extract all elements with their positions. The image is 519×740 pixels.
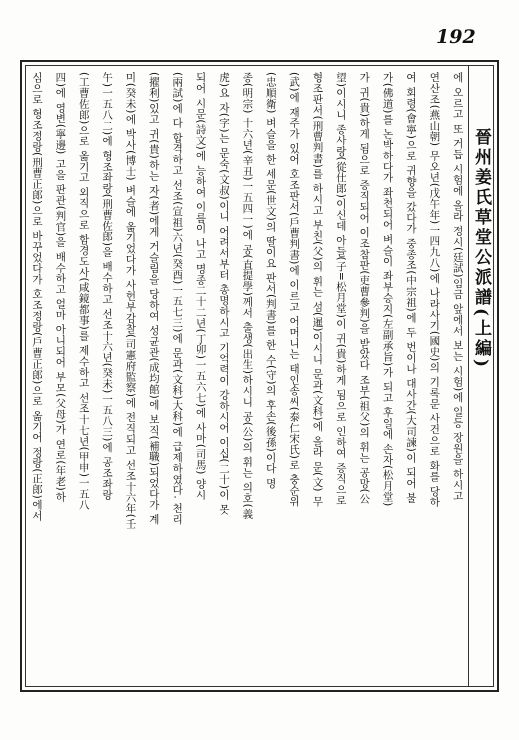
text-column: 되어 시문(詩文)에 능하여 이름이 나고 명종二十二년(丁卯)一五六七)에 사마(司馬) 양시 (194, 72, 207, 501)
text-column: 가(佛道)를 논박하다가 좌천되어 벼슬이 좌부승지(左副承旨)가 되고 후일에 손자(松月堂) (381, 72, 394, 507)
text-column: (擢利)있고 귀(貴)하는 자(者)에게 거슬림을 당하여 성균관(成均館)에 보직(補職)되었다가 계 (147, 72, 160, 525)
text-column: 심으로 형조정랑(刑曹正郎)으로 바꾸었다가 호조정랑(戶曹正郎)으로 옮기어 정랑(正郎)에서 (31, 72, 43, 521)
text-column: 여 회령(會寧)으로 귀향을 갔다가 중종조(中宗祖)에 두 번이나 대사간(大司諫)이 되어 불 (405, 72, 417, 504)
text-column: 형조판서(刑曹判書)를 하시고 부친(父)의 휘는 섬(暹)이시니 문과(文科)에 올라 문(文) 무 (311, 72, 324, 507)
text-column: 에 오르고 또 거듭 시험에 올라 정시(廷試)임금 앞에서 보는 시험)에 일등 장원을 하시고 (451, 72, 464, 501)
text-column: (兩試)에 다 합격하고 선조(宣祖)六년(癸酉)一五七三)에 문과(文科)大科)에 급제하였다. 천리 (171, 72, 184, 525)
running-title: 晉州姜氏草堂公派譜(上編) (471, 128, 491, 371)
text-column: 午)一五八二)에 형조좌랑(刑曹佐郎)을 배수하고 선조十六년(癸未)一五八三)에 공조좌랑 (101, 72, 114, 500)
body-text (30, 72, 464, 680)
text-column: 望)이시니 종사랑(從仕郎)이신데 아들(子=松月堂)이 귀(貴)하게 됨으로 인하여 증직으로 (334, 72, 347, 506)
text-column: 四)에 영변(寧邊) 고을 판관(判官)을 배수하고 얼마 아니되어 부모(父母)가 연로(年老)하 (54, 72, 67, 503)
text-column: (工曹佐郎)으로 옮기고 외직으로 함경도사(咸鏡都事)를 제수하고 선조十七년(甲申)一五八 (77, 72, 90, 511)
text-column: 가 귀(貴)하게 됨으로 증직되어 이조참판(吏曹參判)을 받았다 조부(祖父)의 휘는 공망(公 (358, 72, 371, 504)
text-column: 虎)요 자(字)는 문숙(文叔)이니 어려서부터 총명하시고 기억력이 강하시어 이십(二十)이 못 (218, 72, 230, 515)
text-column: 연산조(燕山朝) 무오년(戊午年)一四九八)에 나라사기(國史)의 기록문 사건으로 화를 당하 (428, 72, 441, 508)
text-column: (武)에 재주가 있어 호조판서(戶曹判書)에 이르고 어머니는 태인송씨(泰仁宋氏)로 충순위 (288, 72, 301, 507)
text-column: (忠順衛) 벼슬을 한 세문(世文)의 딸이요 판서(判書)를 한 수(守)의 후손(後孫)이다 명 (264, 72, 277, 489)
page-number: 192 (436, 26, 476, 48)
text-column: 미(癸未)에 박사(博士) 벼슬에 옮기었다가 사헌부감찰(司憲府監察)에 전직되고 선조十六年(壬 (124, 72, 137, 530)
text-column: 종(明宗) 十六년(辛丑)一五四一)에 공(直提學)께서 출생(出生)하시니 공(公)의 휘는 의호(義 (241, 72, 254, 519)
